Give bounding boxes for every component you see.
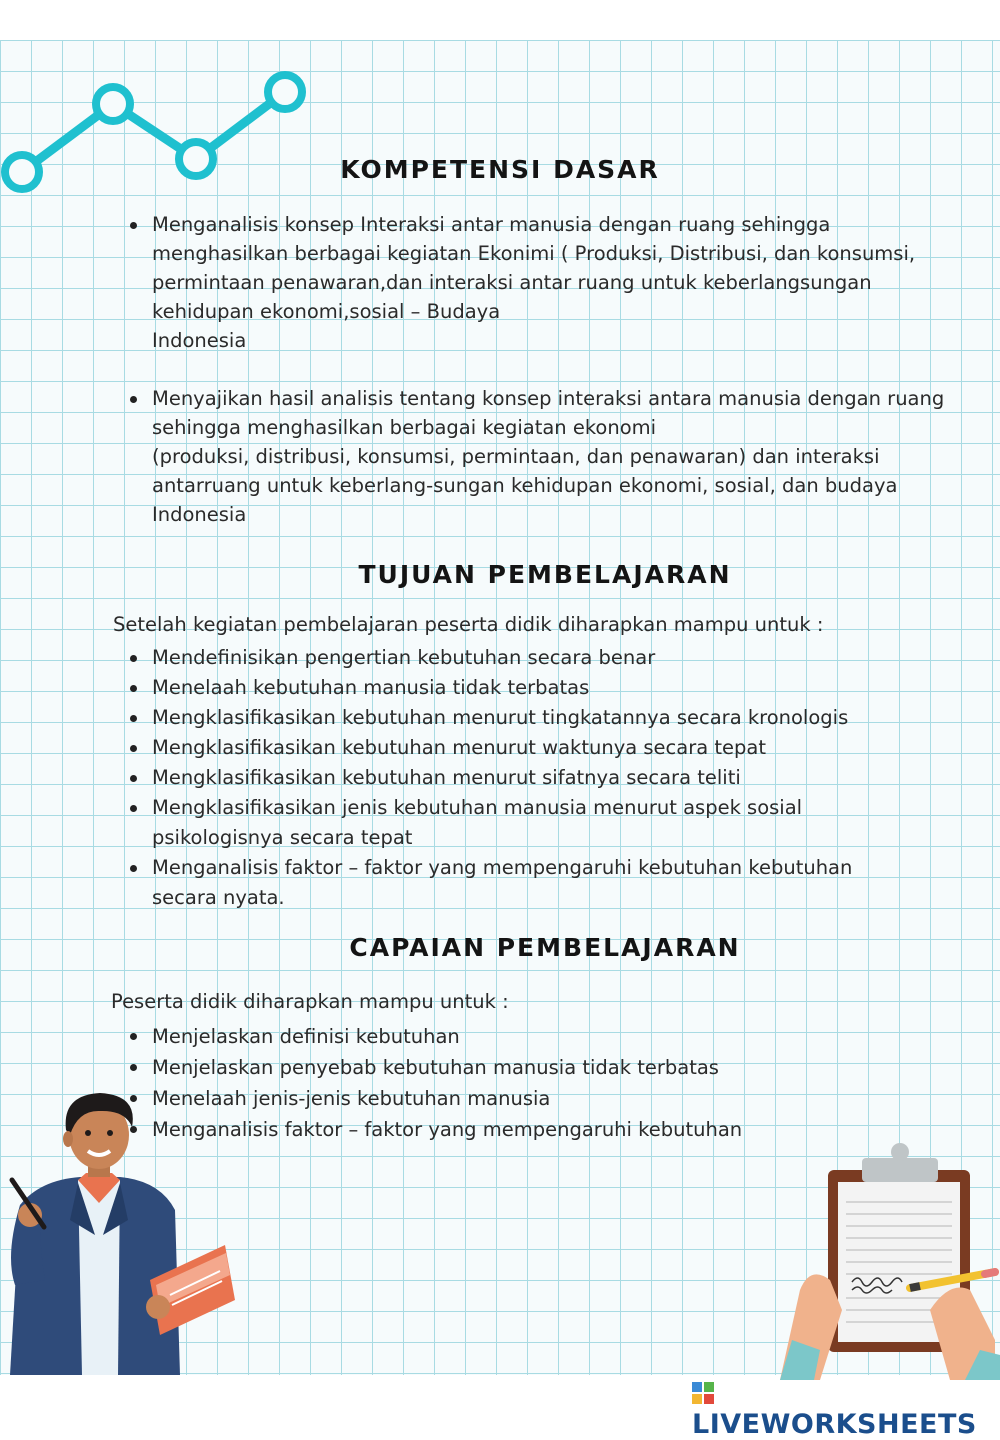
capaian-list: [130, 1021, 870, 1145]
brand-text: LIVEWORKSHEETS: [692, 1409, 977, 1440]
list-item: Mengklasifikasikan kebutuhan menurut sifatnya secara teliti: [130, 763, 870, 793]
list-item: Mendefinisikan pengertian kebutuhan secara benar: [130, 643, 870, 673]
list-item: Menelaah jenis-jenis kebutuhan manusia: [130, 1083, 870, 1114]
list-item: Mengklasifikasikan jenis kebutuhan manusia menurut aspek sosial psikologisnya secara tepat: [130, 793, 870, 853]
clipboard-illustration: [780, 1140, 1000, 1380]
tujuan-heading: TUJUAN PEMBELAJARAN: [358, 560, 732, 589]
tujuan-intro: Setelah kegiatan pembelajaran peserta didik diharapkan mampu untuk :: [113, 613, 824, 636]
tujuan-list: [130, 643, 870, 913]
line-chart-icon: [0, 70, 320, 210]
kompetensi-list: [130, 210, 950, 529]
list-item: Mengklasifikasikan kebutuhan menurut tingkatannya secara kronologis: [130, 703, 870, 733]
teacher-illustration: [0, 1085, 240, 1375]
list-item: Menganalisis faktor – faktor yang mempengaruhi kebutuhan kebutuhan secara nyata.: [130, 853, 870, 913]
list-item: Menjelaskan definisi kebutuhan: [130, 1021, 870, 1052]
list-item: Menjelaskan penyebab kebutuhan manusia tidak terbatas: [130, 1052, 870, 1083]
list-item: Menelaah kebutuhan manusia tidak terbatas: [130, 673, 870, 703]
capaian-intro: Peserta didik diharapkan mampu untuk :: [111, 990, 509, 1013]
kompetensi-heading: KOMPETENSI DASAR: [340, 155, 660, 184]
capaian-heading: CAPAIAN PEMBELAJARAN: [349, 933, 741, 962]
list-item: Menganalisis konsep Interaksi antar manusia dengan ruang sehingga menghasilkan berbagai kegiatan Ekonimi ( Produksi, Distribusi, dan konsumsi, permintaan penawaran,dan interaksi antar ruang untuk keberlangsungan kehidupan ekonomi,sosial – Budaya Indonesia: [130, 210, 950, 355]
list-item: Menganalisis faktor – faktor yang mempengaruhi kebutuhan: [130, 1114, 870, 1145]
list-item: Mengklasifikasikan kebutuhan menurut waktunya secara tepat: [130, 733, 870, 763]
liveworksheets-logo-icon: [692, 1382, 714, 1404]
liveworksheets-brand: [692, 1378, 1000, 1440]
list-item: Menyajikan hasil analisis tentang konsep interaksi antara manusia dengan ruang sehingga menghasilkan berbagai kegiatan ekonomi (produksi, distribusi, konsumsi, permintaan, dan penawaran) dan interaksi antarruang untuk keberlang-sungan kehidupan ekonomi, sosial, dan budaya Indonesia: [130, 384, 950, 529]
